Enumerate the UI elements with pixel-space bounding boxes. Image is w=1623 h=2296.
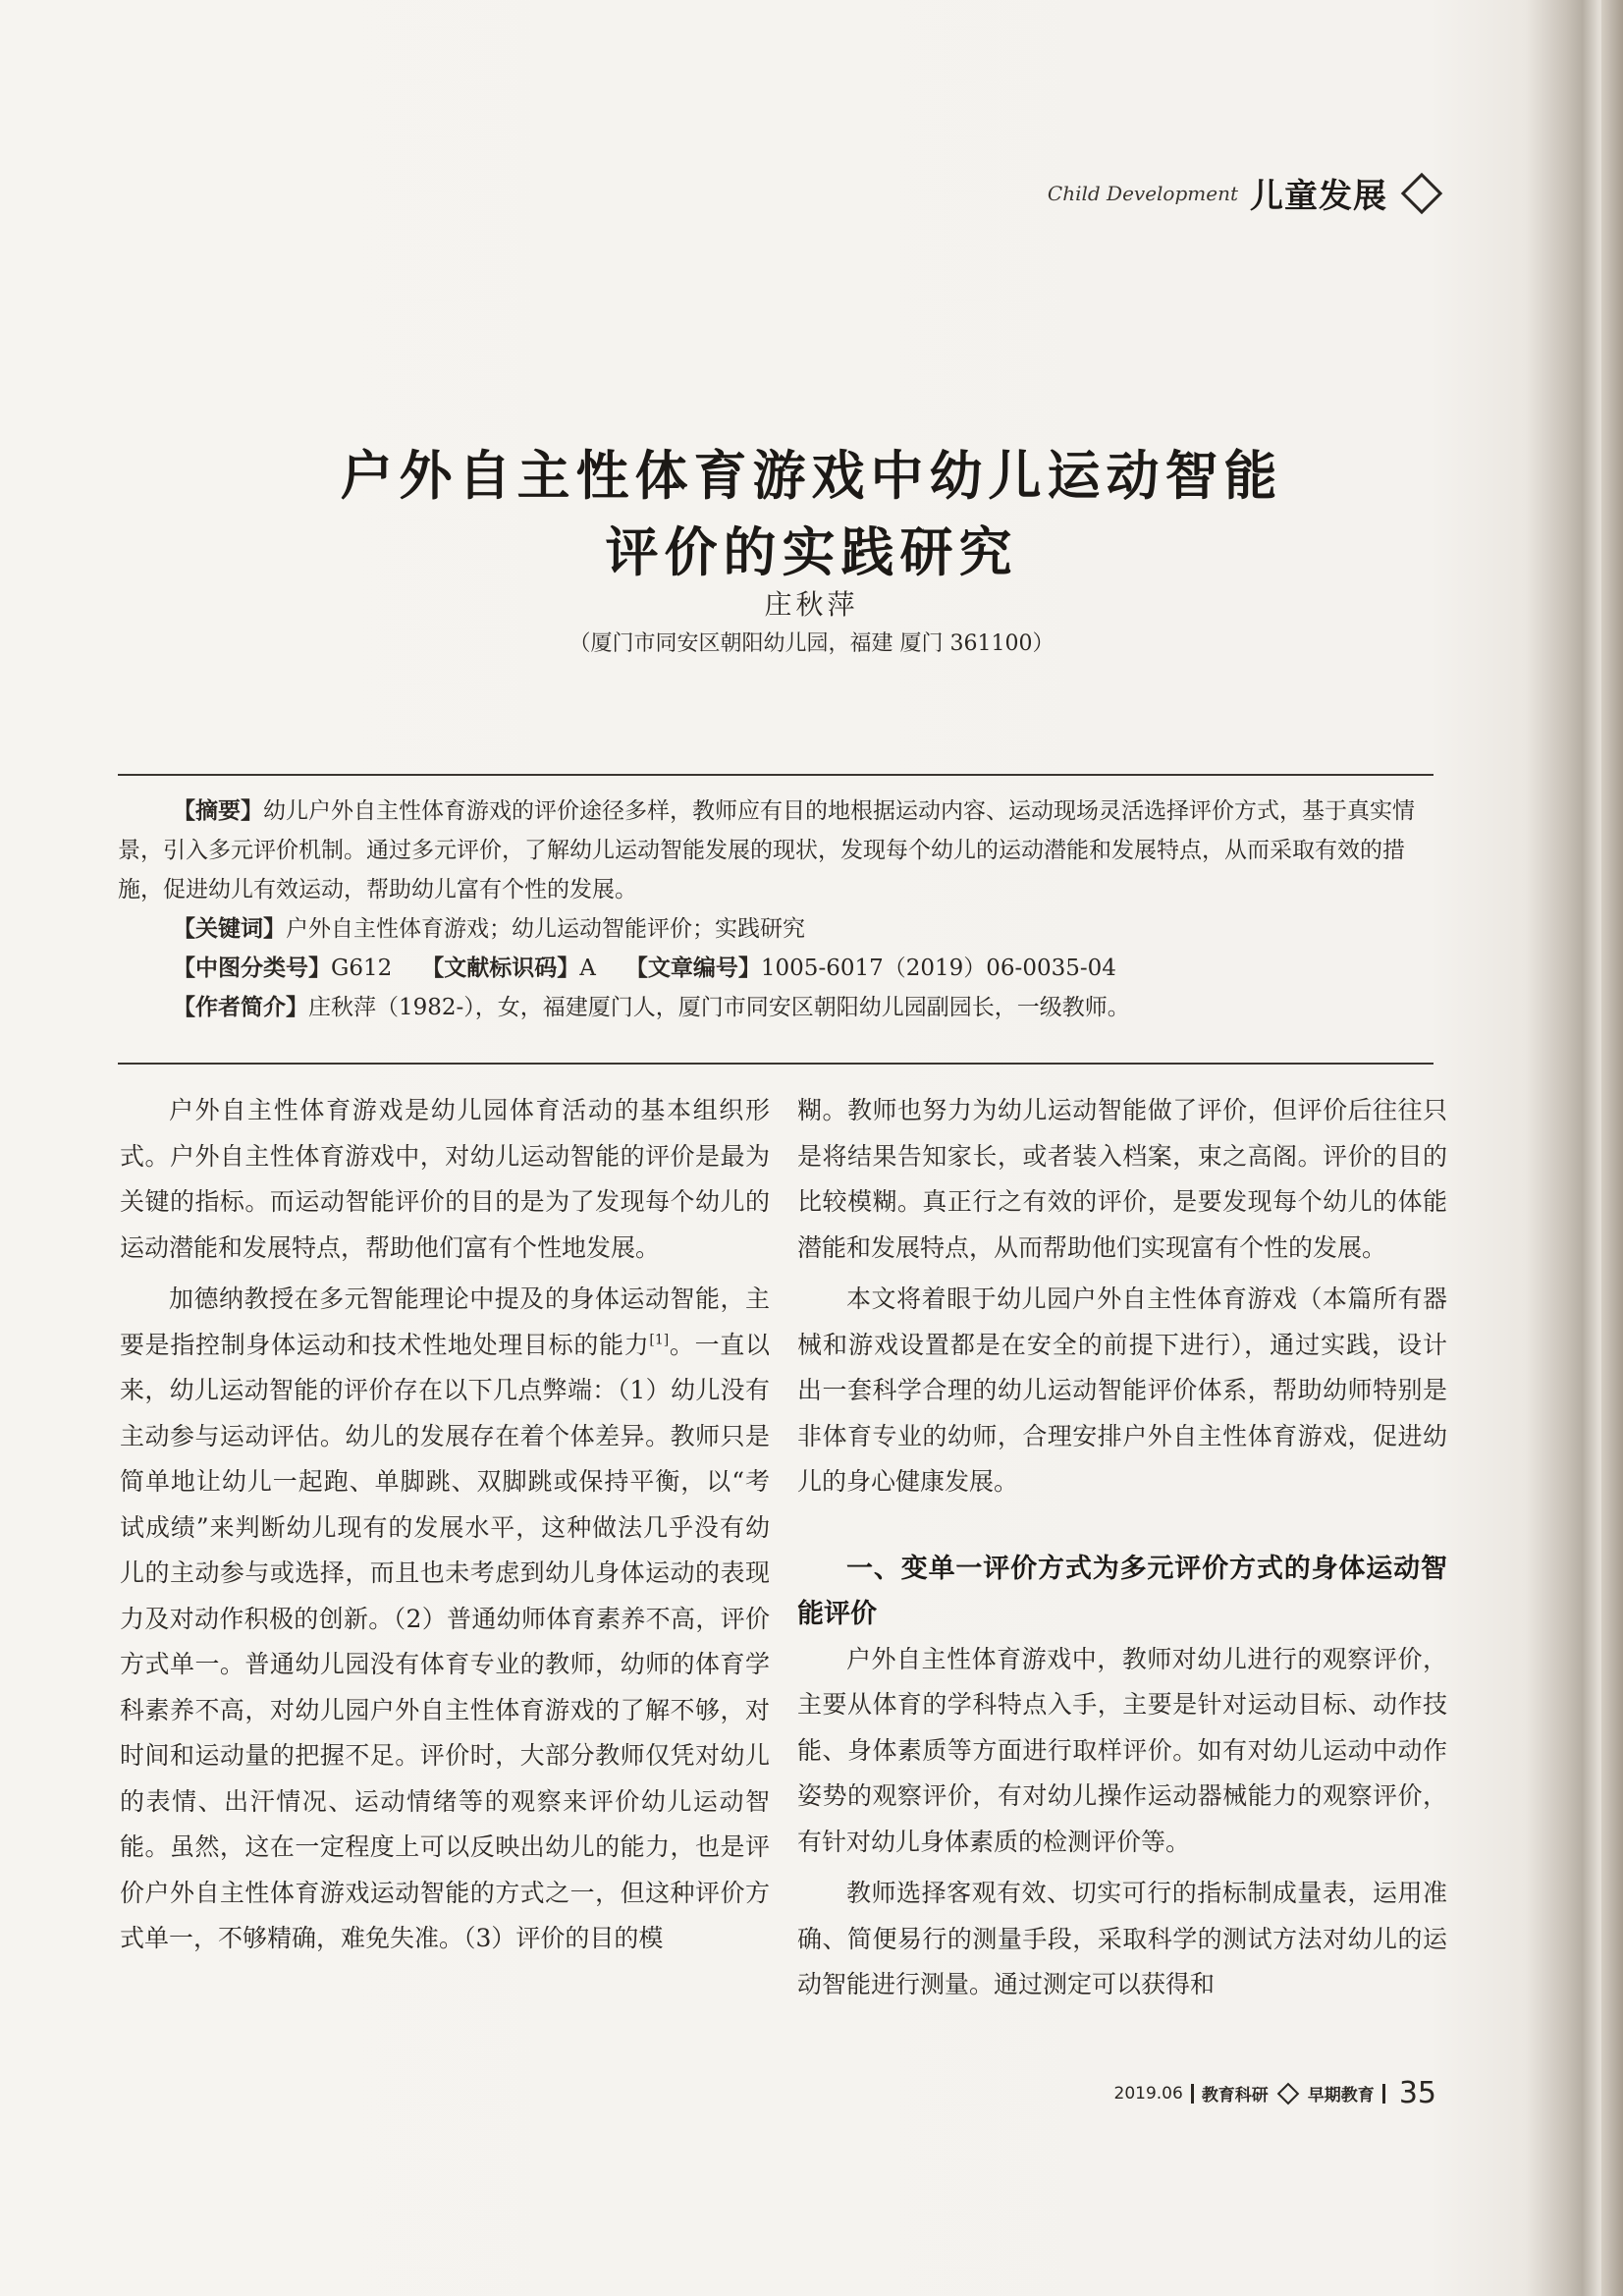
abstract-text: 幼儿户外自主性体育游戏的评价途径多样，教师应有目的地根据运动内容、运动现场灵活选择评价方式，基于真实情景，引入多元评价机制。通过多元评价，了解幼儿运动智能发展的现状，发现每个幼儿的运动潜能和发展特点，从而采取有效的措施，促进幼儿有效运动，帮助幼儿富有个性的发展。 <box>118 798 1415 902</box>
article-title-line2: 评价的实践研究 <box>605 521 1018 583</box>
section-heading: 一、变单一评价方式为多元评价方式的身体运动智能评价 <box>797 1553 1447 1629</box>
abstract-top-rule <box>118 774 1434 776</box>
journal-section: 早期教育 <box>1307 2086 1375 2105</box>
bio-label: 【作者简介】 <box>173 995 308 1020</box>
abstract-label: 【摘要】 <box>173 798 263 824</box>
keywords-label: 【关键词】 <box>173 916 286 942</box>
page-number: 35 <box>1398 2076 1436 2110</box>
article-number-value: 1005-6017（2019）06-0035-04 <box>760 956 1116 981</box>
author-bio-line <box>118 988 1434 1027</box>
keywords-text: 户外自主性体育游戏；幼儿运动智能评价；实践研究 <box>286 916 805 942</box>
issue-date: 2019.06 <box>1113 2083 1183 2104</box>
doc-code-label: 【文献标识码】 <box>421 956 580 981</box>
body-column-left <box>120 1088 770 1968</box>
body-text: 加德纳教授在多元智能理论中提及的身体运动智能，主要是指控制身体运动和技术性地处理目标的能力 <box>120 1285 770 1359</box>
separator <box>1382 2084 1385 2104</box>
body-column-right <box>797 1088 1447 2014</box>
page-footer <box>1114 2076 1437 2110</box>
clc-value: G612 <box>331 956 393 981</box>
journal-name: 教育科研 <box>1201 2086 1269 2105</box>
body-paragraph: 本文将着眼于幼儿园户外自主性体育游戏（本篇所有器械和游戏设置都是在安全的前提下进行），通过实践，设计出一套科学合理的幼儿运动智能评价体系，帮助幼师特别是非体育专业的幼师，合理安排户外自主性体育游戏，促进幼儿的身心健康发展。 <box>797 1285 1447 1496</box>
diamond-icon <box>1401 172 1442 213</box>
body-paragraph: 户外自主性体育游戏是幼儿园体育活动的基本组织形式。户外自主性体育游戏中，对幼儿运动智能的评价是最为关键的指标。而运动智能评价的目的是为了发现每个幼儿的运动潜能和发展特点，帮助他们富有个性地发展。 <box>120 1096 770 1262</box>
abstract-paragraph <box>118 792 1434 909</box>
abstract-block <box>118 792 1434 1027</box>
article-title-line1: 户外自主性体育游戏中幼儿运动智能 <box>340 445 1283 507</box>
page-edge <box>1601 0 1623 2296</box>
author-affiliation: （厦门市同安区朝阳幼儿园，福建 厦门 361100） <box>568 631 1055 656</box>
citation-ref: [1] <box>649 1332 670 1348</box>
bio-text: 庄秋萍（1982-），女，福建厦门人，厦门市同安区朝阳幼儿园副园长，一级教师。 <box>308 995 1130 1020</box>
body-paragraph: 糊。教师也努力为幼儿运动智能做了评价，但评价后往往只是将结果告知家长，或者装入档案，束之高阁。评价的目的比较模糊。真正行之有效的评价，是要发现每个幼儿的体能潜能和发展特点，从而帮助他们实现富有个性的发展。 <box>797 1096 1447 1262</box>
doc-code-value: A <box>579 956 596 981</box>
running-header <box>1048 169 1436 217</box>
author-name: 庄秋萍 <box>764 588 859 621</box>
body-text: 。一直以来，幼儿运动智能的评价存在以下几点弊端：（1）幼儿没有主动参与运动评估。幼儿的发展存在着个体差异。教师只是简单地让幼儿一起跑、单脚跳、双脚跳或保持平衡，以“考试成绩”来判断幼儿现有的发展水平，这种做法几乎没有幼儿的主动参与或选择，而且也未考虑到幼儿身体运动的表现力及对动作积极的创新。（2）普通幼师体育素养不高，评价方式单一。普通幼儿园没有体育专业的教师，幼师的体育学科素养不高，对幼儿园户外自主性体育游戏的了解不够，对时间和运动量的把握不足。评价时，大部分教师仅凭对幼儿的表情、出汗情况、运动情绪等的观察来评价幼儿运动智能。虽然，这在一定程度上可以反映出幼儿的能力，也是评价户外自主性体育游戏运动智能的方式之一，但这种评价方式单一，不够精确，难免失准。（3）评价的目的模 <box>120 1330 770 1952</box>
body-paragraph: 教师选择客观有效、切实可行的指标制成量表，运用准确、简便易行的测量手段，采取科学的测试方法对幼儿的运动智能进行测量。通过测定可以获得和 <box>797 1879 1447 1998</box>
header-english: Child Development <box>1047 181 1238 205</box>
classification-line <box>118 949 1434 988</box>
separator <box>1191 2084 1194 2104</box>
article-number-label: 【文章编号】 <box>624 956 761 981</box>
abstract-bottom-rule <box>118 1063 1434 1065</box>
body-paragraph <box>120 1277 770 1962</box>
diamond-icon <box>1276 2082 1299 2105</box>
keywords-line <box>118 909 1434 949</box>
clc-label: 【中图分类号】 <box>173 956 331 981</box>
header-section-title: 儿童发展 <box>1250 177 1387 216</box>
body-paragraph: 户外自主性体育游戏中，教师对幼儿进行的观察评价，主要从体育的学科特点入手，主要是针对运动目标、动作技能、身体素质等方面进行取样评价。如有对幼儿运动中动作姿势的观察评价，有对幼儿操作运动器械能力的观察评价，有针对幼儿身体素质的检测评价等。 <box>797 1644 1447 1856</box>
